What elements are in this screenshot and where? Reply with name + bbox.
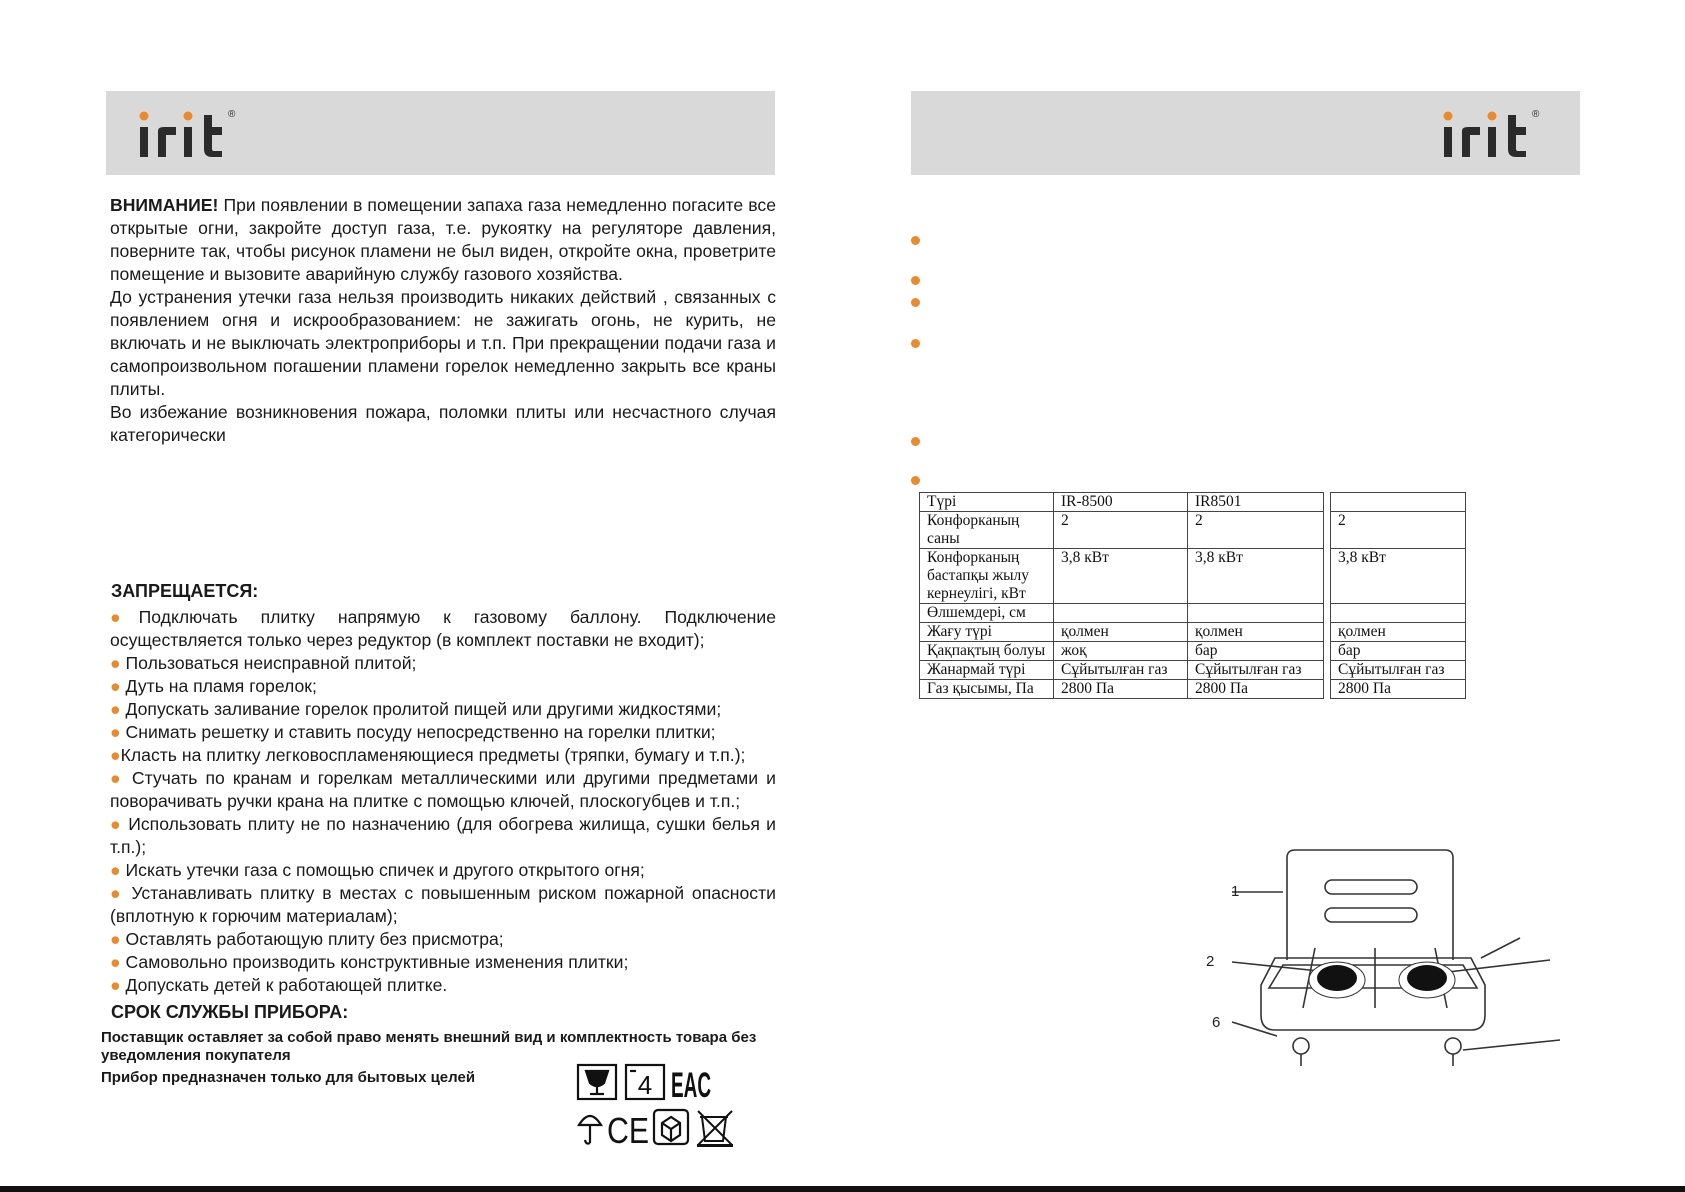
table-row: Өлшемдері, см xyxy=(920,604,1466,623)
list-item: ● Пользоваться неисправной плитой; xyxy=(110,653,417,673)
list-item: ● Дуть на пламя горелок; xyxy=(110,676,317,696)
stove-diagram xyxy=(1195,840,1565,1070)
household-note: Прибор предназначен только для бытовых целей xyxy=(101,1069,476,1086)
list-item: ● Допускать заливание горелок пролитой пищей или другими жидкостями; xyxy=(110,699,722,719)
bullet-marker xyxy=(911,339,920,348)
diagram-label-6: 6 xyxy=(1212,1014,1221,1031)
svg-text:®: ® xyxy=(1532,109,1540,120)
list-item: ● Устанавливать плитку в местах с повышенным риском пожарной опасности (вплотную к горючим материалам); xyxy=(110,883,776,926)
list-item: ● Допускать детей к работающей плитке. xyxy=(110,975,448,995)
right-header-band xyxy=(911,91,1580,175)
svg-text:®: ® xyxy=(228,109,236,120)
list-item: ● Использовать плиту не по назначению (для обогрева жилища, сушки белья и т.п.); xyxy=(110,814,776,857)
spec-table xyxy=(919,492,1466,699)
table-row: Конфорканың бастапқы жылу кернеулігі, кВт 3,8 кВт 3,8 кВт 3,8 кВт xyxy=(920,549,1466,604)
list-item: ● Снимать решетку и ставить посуду непосредственно на горелки плитки; xyxy=(110,722,716,742)
bullet-marker xyxy=(911,437,920,446)
brand-logo xyxy=(134,105,244,161)
fragile-icon xyxy=(578,1065,616,1099)
forbidden-title: ЗАПРЕЩАЕТСЯ: xyxy=(111,581,259,601)
list-item: ● Искать утечки газа с помощью спичек и другого открытого огня; xyxy=(110,860,645,880)
warning-paragraph-2: До устранения утечки газа нельзя производить никаких действий , связанных с появлением огня и искрообразованием: не зажигать огонь, не курить, не включать и не выключать электроприборы и т.п. При прекращении подачи газа и самопроизвольном погашении пламени горелок немедленно закрыть все краны плиты. xyxy=(110,287,776,399)
service-life-title: СРОК СЛУЖБЫ ПРИБОРА: xyxy=(111,1002,349,1022)
diagram-label-2: 2 xyxy=(1206,953,1215,970)
svg-text:4: 4 xyxy=(637,1070,653,1100)
handle-with-care-icon xyxy=(654,1110,688,1144)
diagram-label-1: 1 xyxy=(1231,883,1240,900)
bullet-marker xyxy=(911,276,920,285)
keep-dry-icon xyxy=(579,1116,601,1144)
forbidden-list xyxy=(110,606,776,997)
ce-icon xyxy=(607,1110,649,1147)
table-row: Түрі IR-8500 IR8501 xyxy=(920,493,1466,512)
bottom-border xyxy=(0,1186,1685,1192)
list-item: ● Самовольно производить конструктивные изменения плитки; xyxy=(110,952,629,972)
list-item: ● Стучать по кранам и горелкам металлическими или другими предметами и поворачивать ручки крана на плитке с помощью ключей, плоскогубцев и т.п.; xyxy=(110,768,776,811)
svg-text:CE: CE xyxy=(607,1110,649,1147)
svg-text:EAC: EAC xyxy=(671,1066,711,1105)
brand-logo-right xyxy=(1438,105,1548,161)
stack-limit-icon xyxy=(626,1065,664,1100)
list-item: ●Класть на плитку легковоспламеняющиеся предметы (тряпки, бумагу и т.п.); xyxy=(110,745,746,765)
supplier-note: Поставщик оставляет за собой право менять внешний вид и комплектность товара без уведомления покупателя xyxy=(101,1029,757,1064)
bullet-marker xyxy=(911,298,920,307)
warning-lead: ВНИМАНИЕ! xyxy=(110,195,219,215)
table-row: Қақпақтың болуы жоқ бар бар xyxy=(920,642,1466,661)
left-header-band xyxy=(106,91,775,175)
stove-lid xyxy=(1287,850,1453,960)
table-row: Жанармай түрі Сұйытылған газ Сұйытылған газ Сұйытылған газ xyxy=(920,661,1466,680)
bullet-marker xyxy=(911,236,920,245)
bullet-marker xyxy=(911,476,920,485)
burner-left xyxy=(1309,962,1365,998)
warning-paragraph-1: ВНИМАНИЕ! При появлении в помещении запаха газа немедленно погасите все открытые огни, закройте доступ газа, т.е. рукоятку на регуляторе давления, поверните так, чтобы рисунок пламени не был виден, откройте окна, проветрите помещение и вызовите аварийную службу газового хозяйства. xyxy=(110,195,776,284)
burner-right xyxy=(1399,962,1455,998)
table-row: Конфорканың саны 2 2 2 xyxy=(920,512,1466,549)
list-item: ●Подключать плитку напрямую к газовому баллону. Подключение осуществляется только через редуктор (в комплект поставки не входит); xyxy=(110,607,776,650)
table-row: Газ қысымы, Па 2800 Па 2800 Па 2800 Па xyxy=(920,680,1466,699)
no-bin-icon xyxy=(698,1111,732,1147)
eac-icon xyxy=(671,1066,711,1105)
table-row: Жағу түрі қолмен қолмен қолмен xyxy=(920,623,1466,642)
marking-icons xyxy=(576,1063,744,1147)
warning-section xyxy=(110,194,776,447)
list-item: ● Оставлять работающую плиту без присмотра; xyxy=(110,929,504,949)
warning-paragraph-3: Во избежание возникновения пожара, поломки плиты или несчастного случая категорически xyxy=(110,402,776,445)
